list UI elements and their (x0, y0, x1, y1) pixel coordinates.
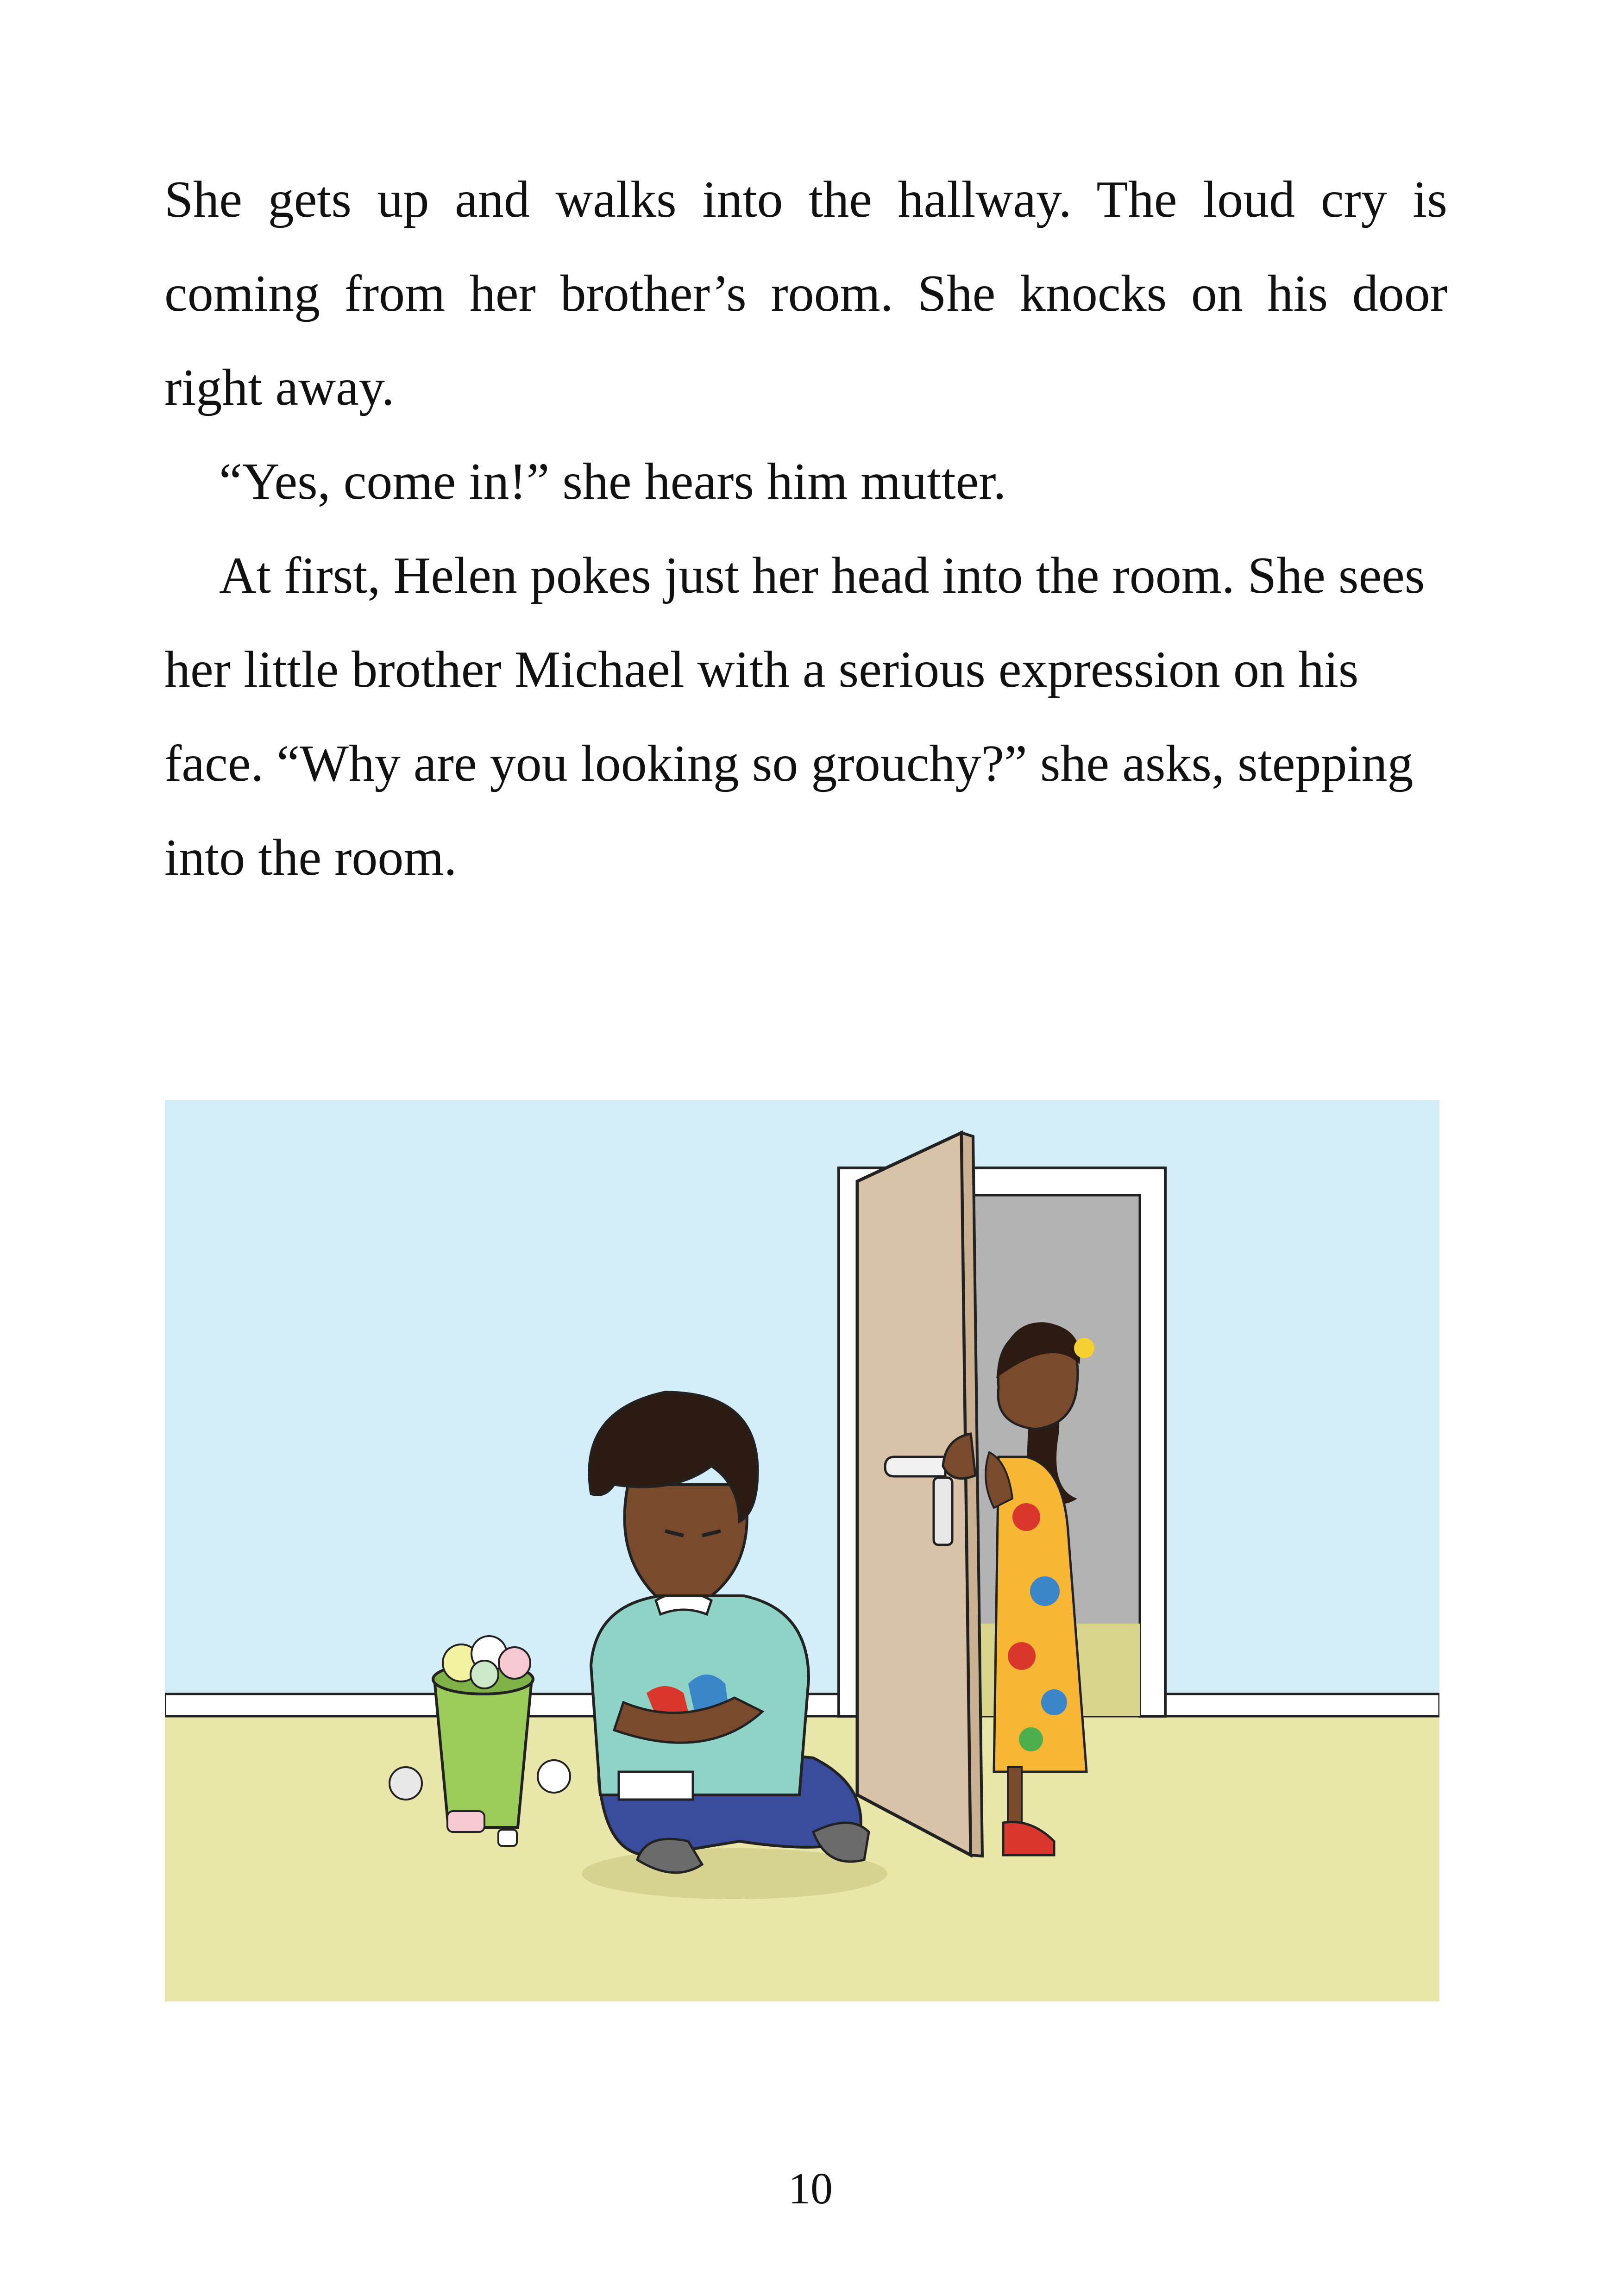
paragraph-2: “Yes, come in!” she hears him mutter. (219, 453, 1006, 510)
paragraph-3: At first, Helen pokes just her head into the room. She sees her little brother Michael with a serious expression on his face. “Why are you looking so grouchy?” she asks, stepping into the room. (164, 547, 1425, 886)
paragraph-1: She gets up and walks into the hallway. The loud cry is coming from her brother’s room. She knocks on his door right away. (164, 171, 1447, 416)
illustration-scene (165, 1100, 1439, 2001)
baseboard-right (1161, 1694, 1439, 1716)
door-lock-plate (934, 1478, 952, 1545)
door (857, 1133, 971, 1855)
story-illustration (165, 1100, 1439, 2001)
page-number: 10 (788, 2164, 833, 2213)
wall (165, 1100, 1439, 1716)
door-handle (885, 1457, 945, 1476)
story-text (164, 153, 1447, 905)
